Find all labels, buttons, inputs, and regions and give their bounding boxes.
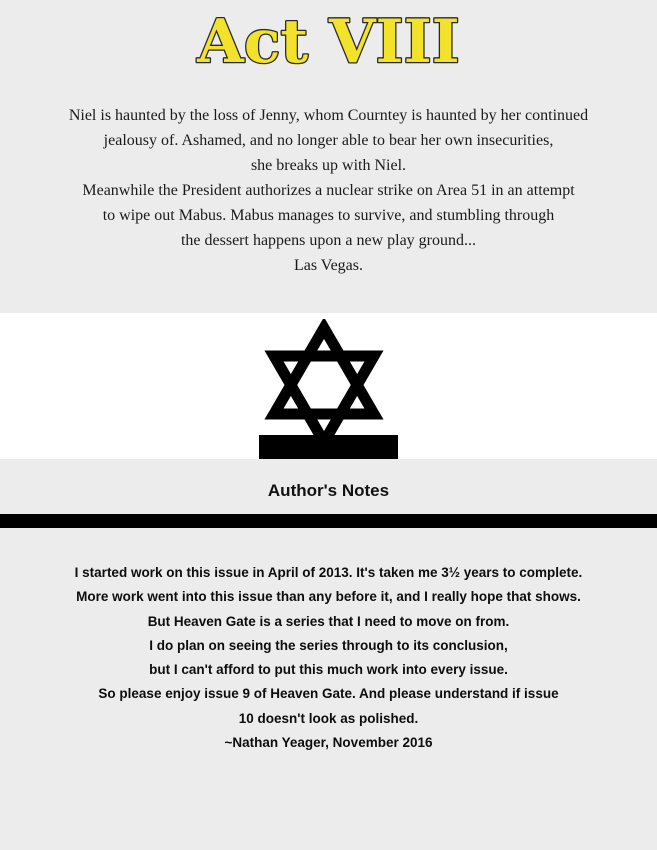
synopsis-line: jealousy of. Ashamed, and no longer able to bear her own insecurities, <box>103 132 554 149</box>
synopsis-line: to wipe out Mabus. Mabus manages to survive, and stumbling through <box>102 207 555 224</box>
divider-bar <box>0 514 657 528</box>
synopsis-line: Niel is haunted by the loss of Jenny, whom Courntey is haunted by her continued <box>68 107 589 124</box>
synopsis-line: Las Vegas. <box>293 257 364 274</box>
author-notes-line: But Heaven Gate is a series that I need to move on from. <box>147 613 510 629</box>
star-of-david-on-pedestal-icon <box>256 319 400 461</box>
author-notes-line: but I can't afford to put this much work into every issue. <box>149 662 508 678</box>
author-notes-line: 10 doesn't look as polished. <box>238 710 419 726</box>
synopsis-line: she breaks up with Niel. <box>250 157 407 174</box>
author-notes-line: I do plan on seeing the series through to its conclusion, <box>149 637 508 653</box>
author-notes-line: So please enjoy issue 9 of Heaven Gate. And please understand if issue <box>98 686 559 702</box>
act-title: Act VIII <box>197 7 460 77</box>
act-synopsis <box>20 103 637 278</box>
author-notes-body <box>0 561 657 755</box>
pedestal <box>259 435 398 459</box>
act-title-banner <box>0 2 657 78</box>
synopsis-line: Meanwhile the President authorizes a nuclear strike on Area 51 in an attempt <box>82 182 575 199</box>
synopsis-line: the dessert happens upon a new play ground... <box>180 232 477 249</box>
author-notes-line: More work went into this issue than any before it, and I really hope that shows. <box>76 589 581 605</box>
author-notes-line: I started work on this issue in April of 2013. It's taken me 3½ years to complete. <box>74 565 583 580</box>
author-notes-heading: Author's Notes <box>267 481 390 500</box>
emblem-band <box>0 313 657 459</box>
author-notes-signature: ~Nathan Yeager, November 2016 <box>224 735 433 751</box>
